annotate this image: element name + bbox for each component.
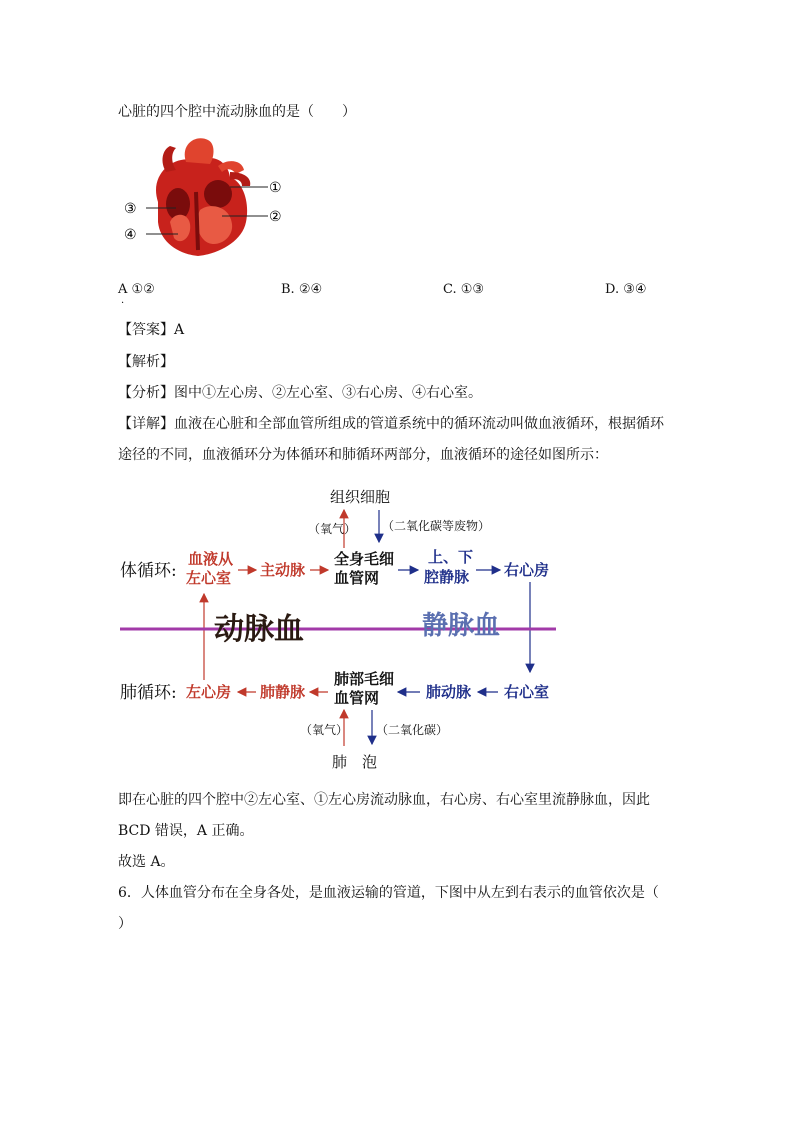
pulmonary-vein-label: 肺静脉 — [260, 683, 306, 701]
heart-label-2: ② — [269, 209, 282, 225]
detail-line-1: 【详解】血液在心脏和全部血管所组成的管道系统中的循环流动叫做血液循环，根据循环 — [118, 416, 664, 432]
circulation-diagram — [118, 482, 562, 772]
lung-capillaries-label-2: 血管网 — [334, 689, 380, 707]
conclusion-line-1: 即在心脏的四个腔中②左心室、①左心房流动脉血，右心房、右心室里流静脉血，因此 — [118, 792, 650, 808]
heart-label-3: ③ — [124, 201, 137, 217]
heart-figure — [118, 132, 298, 262]
aorta-label: 主动脉 — [260, 561, 306, 579]
body-capillaries-label-2: 血管网 — [334, 569, 380, 587]
heart-label-1: ① — [269, 180, 282, 196]
option-d-text: ③④ — [623, 282, 647, 297]
tissue-cells-label: 组织细胞 — [330, 488, 391, 506]
co2-label: （二氧化碳） — [376, 723, 449, 737]
analysis-heading: 【解析】 — [118, 354, 174, 370]
option-a-text: ①② — [131, 282, 155, 297]
arterial-blood-label: 动脉血 — [214, 612, 304, 647]
option-c — [443, 281, 484, 299]
option-c-letter: C. — [443, 282, 457, 297]
alveoli-label: 肺 泡 — [332, 753, 378, 771]
heart-label-4: ④ — [124, 227, 137, 243]
next-question-line-2: ） — [118, 916, 132, 932]
option-a-letter: A — [118, 282, 128, 297]
option-d-letter: D. — [605, 282, 620, 297]
final-choice: 故选 A。 — [118, 854, 175, 870]
vena-cava-label-2: 腔静脉 — [424, 568, 470, 586]
lung-capillaries-label-1: 肺部毛细 — [334, 670, 395, 688]
heart-illustration — [156, 138, 250, 256]
blood-from-label-1: 血液从 — [188, 550, 234, 568]
oxygen-up-label: （氧气） — [308, 522, 357, 536]
body-capillaries-label-1: 全身毛细 — [334, 550, 395, 568]
next-question-line-1: 6．人体血管分布在全身各处，是血液运输的管道，下图中从左到右表示的血管依次是（ — [118, 885, 659, 901]
oxygen-down-label: （氧气） — [300, 723, 349, 737]
right-atrium-label: 右心房 — [504, 561, 550, 579]
option-d — [605, 281, 647, 299]
pulmonary-label: 肺循环: — [120, 683, 177, 703]
question-text: 心脏的四个腔中流动脉血的是（ ） — [118, 104, 356, 120]
detail-line-2: 途径的不同，血液循环分为体循环和肺循环两部分，血液循环的途径如图所示： — [118, 447, 608, 463]
co2-waste-label: （二氧化碳等废物） — [382, 519, 491, 533]
analysis-text: 【分析】图中①左心房、②左心室、③右心房、④右心室。 — [118, 385, 482, 401]
option-b — [281, 281, 322, 299]
pulmonary-artery-label: 肺动脉 — [426, 683, 472, 701]
answer-text: 【答案】A — [118, 322, 185, 338]
option-c-text: ①③ — [460, 282, 485, 297]
blood-from-label-2: 左心室 — [186, 569, 232, 587]
option-b-letter: B. — [281, 282, 295, 297]
right-ventricle-label: 右心室 — [504, 683, 550, 701]
option-dot: · — [121, 298, 125, 309]
vena-cava-label-1: 上、下 — [428, 548, 474, 566]
conclusion-line-2: BCD 错误，A 正确。 — [118, 823, 254, 839]
venous-blood-label: 静脉血 — [422, 611, 501, 641]
left-atrium-label: 左心房 — [186, 683, 232, 701]
option-b-text: ②④ — [298, 282, 323, 297]
systemic-label: 体循环: — [120, 561, 177, 581]
